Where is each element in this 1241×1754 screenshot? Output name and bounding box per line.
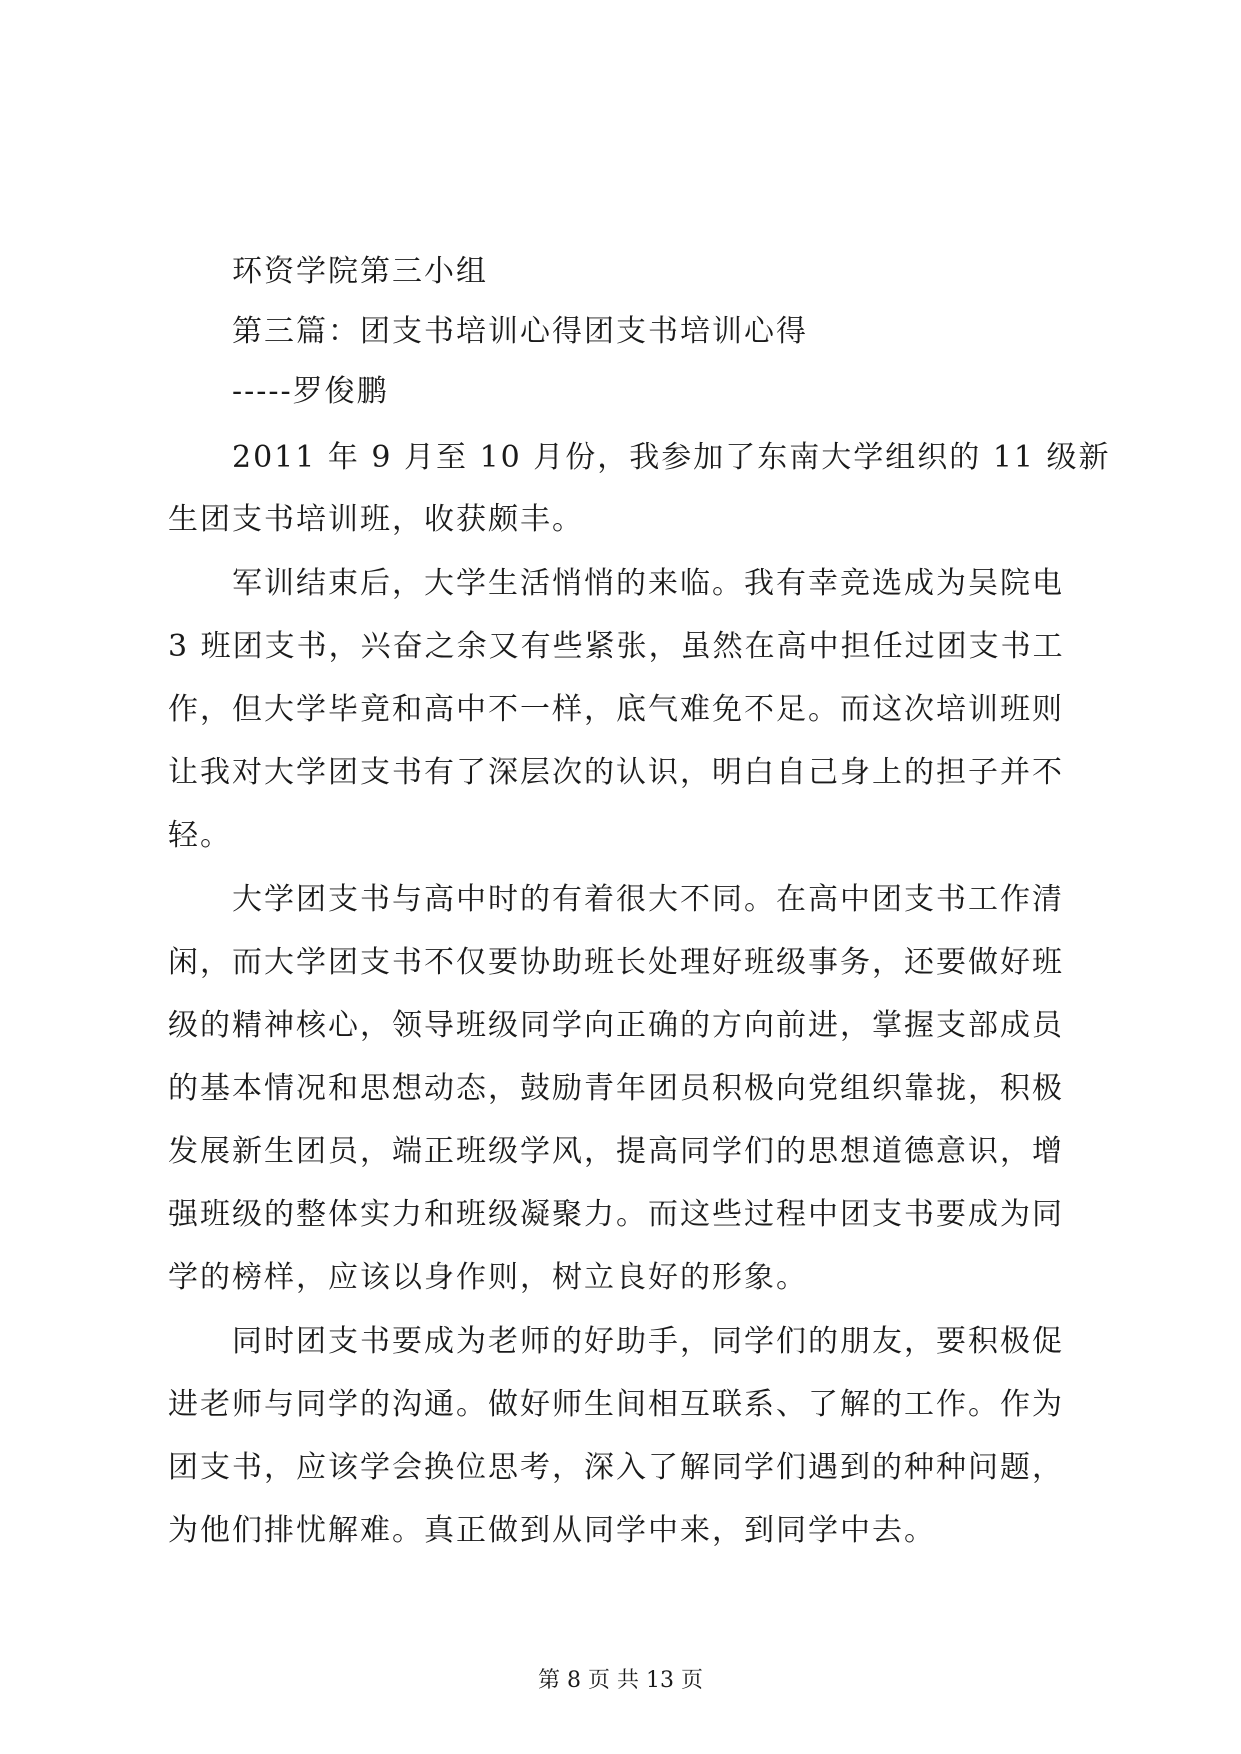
author-line: -----罗俊鹏 [232, 374, 389, 409]
paragraph-line: 同时团支书要成为老师的好助手，同学们的朋友，要积极促 [232, 1324, 1064, 1359]
paragraph-line: 2011 年 9 月至 10 月份，我参加了东南大学组织的 11 级新 [232, 440, 1111, 475]
paragraph-line: 轻。 [168, 818, 232, 853]
paragraph-line: 级的精神核心，领导班级同学向正确的方向前进，掌握支部成员 [168, 1008, 1064, 1043]
paragraph-line: 学的榜样，应该以身作则，树立良好的形象。 [168, 1260, 808, 1295]
paragraph-line: 3 班团支书，兴奋之余又有些紧张，虽然在高中担任过团支书工 [168, 629, 1065, 664]
paragraph-line: 进老师与同学的沟通。做好师生间相互联系、了解的工作。作为 [168, 1387, 1064, 1422]
paragraph-line: 发展新生团员，端正班级学风，提高同学们的思想道德意识，增 [168, 1134, 1064, 1169]
paragraph-line: 的基本情况和思想动态，鼓励青年团员积极向党组织靠拢，积极 [168, 1071, 1064, 1106]
paragraph-line: 生团支书培训班，收获颇丰。 [168, 502, 584, 537]
paragraph-line: 闲，而大学团支书不仅要协助班长处理好班级事务，还要做好班 [168, 945, 1064, 980]
page-number-footer: 第 8 页 共 13 页 [538, 1668, 703, 1693]
paragraph-line: 为他们排忧解难。真正做到从同学中来，到同学中去。 [168, 1513, 936, 1548]
section-title-line: 第三篇：团支书培训心得团支书培训心得 [232, 314, 808, 349]
group-name-line: 环资学院第三小组 [232, 254, 488, 289]
paragraph-line: 强班级的整体实力和班级凝聚力。而这些过程中团支书要成为同 [168, 1197, 1064, 1232]
paragraph-line: 大学团支书与高中时的有着很大不同。在高中团支书工作清 [232, 882, 1064, 917]
paragraph-line: 团支书，应该学会换位思考，深入了解同学们遇到的种种问题， [168, 1450, 1064, 1485]
paragraph-line: 军训结束后，大学生活悄悄的来临。我有幸竞选成为吴院电 [232, 566, 1064, 601]
paragraph-line: 作，但大学毕竟和高中不一样，底气难免不足。而这次培训班则 [168, 692, 1064, 727]
paragraph-line: 让我对大学团支书有了深层次的认识，明白自己身上的担子并不 [168, 755, 1064, 790]
